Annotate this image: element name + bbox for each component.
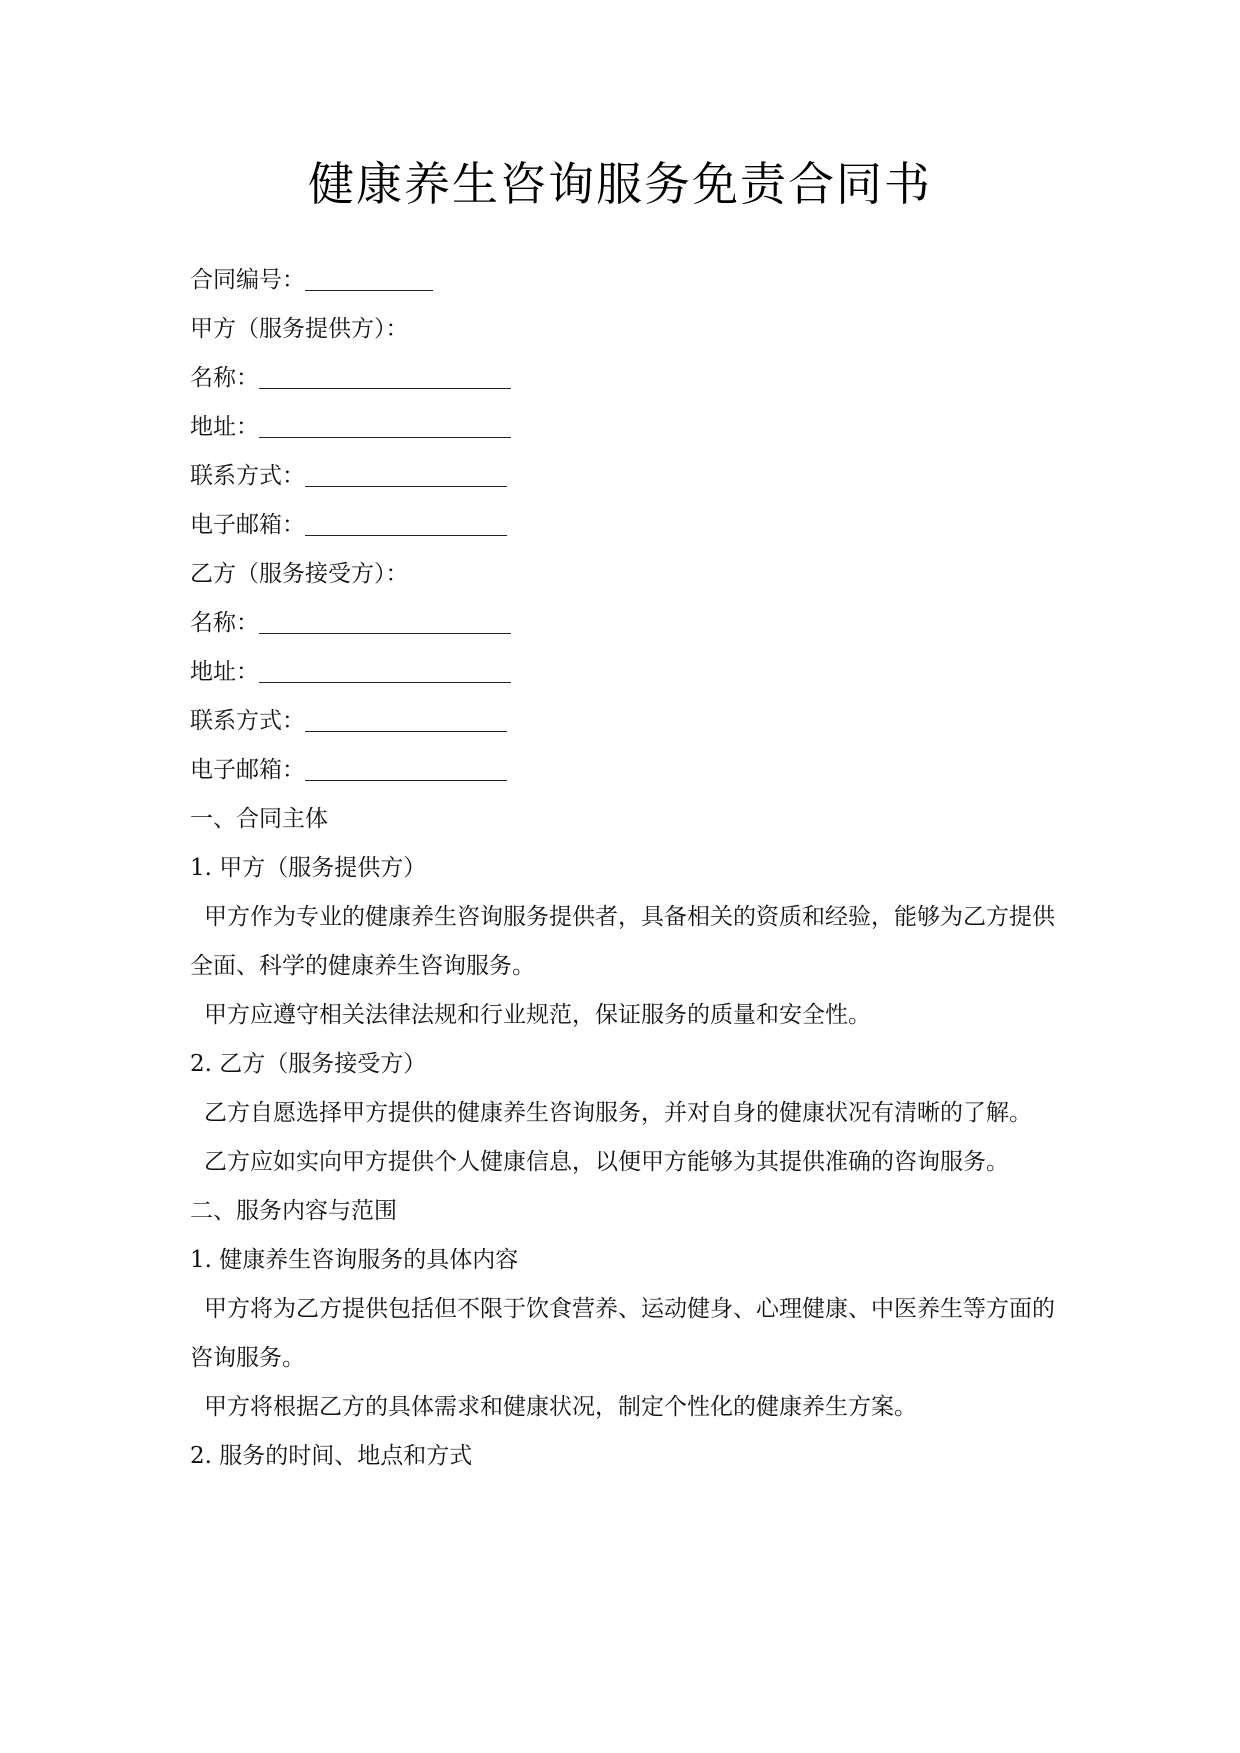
party-b-email-label: 电子邮箱： (190, 757, 305, 783)
party-b-contact-blank (305, 709, 507, 732)
party-b-address-row (190, 648, 1060, 697)
contract-number-row (190, 256, 1060, 305)
contract-number-label: 合同编号： (190, 267, 305, 293)
party-b-name-blank (259, 611, 511, 634)
section-1-heading: 一、合同主体 (190, 806, 328, 832)
party-b-address-blank (259, 660, 511, 683)
party-a-address-row (190, 403, 1060, 452)
document-body (190, 256, 1060, 1481)
party-a-contact-blank (305, 464, 507, 487)
section-2-heading: 二、服务内容与范围 (190, 1198, 397, 1224)
section-1-item-1-paragraph-1: 甲方作为专业的健康养生咨询服务提供者，具备相关的资质和经验，能够为乙方提供全面、科学的健康养生咨询服务。 (190, 904, 1055, 979)
document-title: 健康养生咨询服务免责合同书 (308, 157, 932, 211)
contract-number-blank (305, 268, 433, 291)
party-a-address-label: 地址： (190, 414, 259, 440)
section-1-item-1-paragraph-2: 甲方应遵守相关法律法规和行业规范，保证服务的质量和安全性。 (204, 1002, 871, 1028)
party-b-name-label: 名称： (190, 610, 259, 636)
party-a-email-row (190, 501, 1060, 550)
party-a-heading: 甲方（服务提供方）： (190, 316, 409, 342)
party-b-email-blank (305, 758, 507, 781)
party-b-contact-label: 联系方式： (190, 708, 305, 734)
party-b-contact-row (190, 697, 1060, 746)
party-a-contact-label: 联系方式： (190, 463, 305, 489)
party-a-name-blank (259, 366, 511, 389)
section-1-item-2: 2. 乙方（服务接受方） (190, 1051, 427, 1077)
party-a-email-label: 电子邮箱： (190, 512, 305, 538)
section-1-item-2-paragraph-2: 乙方应如实向甲方提供个人健康信息，以便甲方能够为其提供准确的咨询服务。 (204, 1149, 1009, 1175)
party-a-contact-row (190, 452, 1060, 501)
party-b-address-label: 地址： (190, 659, 259, 685)
section-2-item-1-paragraph-2: 甲方将根据乙方的具体需求和健康状况，制定个性化的健康养生方案。 (204, 1394, 917, 1420)
section-2-item-1: 1. 健康养生咨询服务的具体内容 (190, 1247, 519, 1273)
section-1-item-2-paragraph-1: 乙方自愿选择甲方提供的健康养生咨询服务，并对自身的健康状况有清晰的了解。 (204, 1100, 1032, 1126)
party-a-address-blank (259, 415, 511, 438)
party-b-email-row (190, 746, 1060, 795)
section-1-item-1: 1. 甲方（服务提供方） (190, 855, 427, 881)
party-b-name-row (190, 599, 1060, 648)
section-2-item-1-paragraph-1: 甲方将为乙方提供包括但不限于饮食营养、运动健身、心理健康、中医养生等方面的咨询服务。 (190, 1296, 1055, 1371)
section-2-item-2: 2. 服务的时间、地点和方式 (190, 1443, 473, 1469)
party-a-name-label: 名称： (190, 365, 259, 391)
party-a-name-row (190, 354, 1060, 403)
party-b-heading: 乙方（服务接受方）： (190, 561, 409, 587)
party-a-email-blank (305, 513, 507, 536)
